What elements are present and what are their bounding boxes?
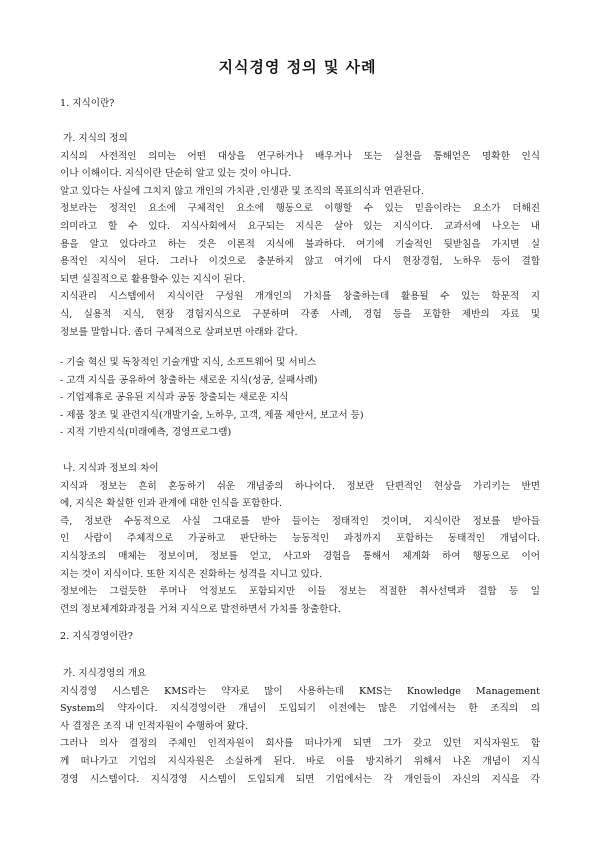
paragraph-line: 지식창조의 매체는 정보이며, 정보를 얻고, 사고와 경험을 통해서 체계화 하여 행동으로 이어 <box>60 550 540 562</box>
paragraph-line: 사 결정은 조직 내 인적자원이 수행하여 왔다. <box>60 720 249 732</box>
bullet-list <box>60 354 540 442</box>
list-item: - 제품 창조 및 관련지식(개발기술, 노하우, 고객, 제품 제안서, 보고서 등) <box>60 409 364 421</box>
paragraph-line: 지식의 사전적인 의미는 어떤 대상을 연구하거나 배우거나 또는 실천을 통해얻은 명확한 인식 <box>60 150 540 162</box>
paragraph-line: 정보를 말합니다. 좀더 구체적으로 살펴보면 아래와 같다. <box>60 326 298 338</box>
paragraph-line: 련의 정보체계화과정을 거쳐 지식으로 발전하면서 가치를 창출한다. <box>60 603 341 615</box>
paragraph-line: 알고 있다는 사실에 그치지 않고 개인의 가치관 ,인생관 및 조직의 목표의식과 연관된다. <box>60 185 425 197</box>
paragraph-line: 용적인 지식이 된다. 그러나 이것으로 충분하지 않고 여기에 다시 현장경험, 노하우 등이 결합 <box>60 256 540 268</box>
paragraph-line: 지식경영 시스템은 KMS라는 약자로 많이 사용하는데 KMS는 Knowledge Management <box>60 685 540 697</box>
list-item: - 지적 기반지식(미래예측, 경영프로그램) <box>60 427 232 439</box>
paragraph-line: 그러나 의사 결정의 주체인 인적자원이 회사를 떠나가게 되면 그가 갖고 있던 지식자원도 함 <box>60 738 540 750</box>
subsection-2a <box>60 665 540 788</box>
paragraph-line: 인 사람이 주체적으로 가공하고 판단하는 능동적인 과정까지 포함하는 동태적인 개념이다. <box>60 533 540 545</box>
section-heading-1 <box>60 95 540 113</box>
paragraph-line: 정보라는 정적인 요소에 구체적인 요소에 행동으로 이행할 수 있는 믿음이라는 요소가 더해진 <box>60 203 540 215</box>
paragraph-line: 에, 지식은 확실한 인과 관계에 대한 인식을 포함한다. <box>60 498 283 510</box>
subsection-heading: 가. 지식의 정의 <box>63 133 128 144</box>
list-item: - 기술 혁신 및 독창적인 기술개발 지식, 소프트웨어 및 서비스 <box>60 357 317 368</box>
paragraph-line: 되면 실질적으로 활용할수 있는 지식이 된다. <box>60 273 246 285</box>
paragraph-line: 경영 시스템이다. 지식경영 시스템이 도입되게 되면 기업에서는 각 개인들이 자신의 지식을 각 <box>60 773 540 785</box>
list-item: - 기업제휴로 공유된 지식과 공동 창출되는 새로운 지식 <box>60 392 289 404</box>
paragraph-line: 즉, 정보란 수동적으로 사실 그대로를 받아 들이는 정태적인 것이며, 지식이란 정보를 받아들 <box>60 515 540 527</box>
subsection-1a <box>60 130 540 341</box>
paragraph-line: 지식과 정보는 흔히 혼동하기 쉬운 개념중의 하나이다. 정보란 단편적인 현상을 가리키는 반면 <box>60 480 540 492</box>
paragraph-line: 용을 알고 있다라고 하는 것은 이론적 지식에 불과하다. 여기에 기술적인 뒷받침을 가지면 실 <box>60 238 540 250</box>
paragraph-line: 의미라고 할 수 있다. 지식사회에서 요구되는 지식은 살아 있는 지식이다. 교과서에 나오는 내 <box>60 220 540 232</box>
paragraph-line: System의 약자이다. 지식경영이란 개념이 도입되기 이전에는 많은 기업에서는 한 조직의 의 <box>60 703 540 715</box>
paragraph-line: 식, 실용적 지식, 현장 경험지식으로 구분하며 각종 사례, 경험 등을 포함한 제반의 자료 및 <box>60 308 540 320</box>
paragraph-line: 정보에는 그럴듯한 루머나 억정보도 포함되지만 이들 정보는 적절한 취사선택과 결합 등 일 <box>60 586 540 598</box>
section-heading-2 <box>60 628 540 646</box>
list-item: - 고객 지식을 공유하여 창출하는 새로운 지식(성공, 실패사례) <box>60 374 318 386</box>
subsection-1b <box>60 460 540 618</box>
paragraph-line: 지는 것이 지식이다. 또한 지식은 진화하는 성격을 지니고 있다. <box>60 568 323 580</box>
section-2-heading: 2. 지식경영이란? <box>60 631 133 642</box>
subsection-heading: 가. 지식경영의 개요 <box>63 668 147 679</box>
document-title: 지식경영 정의 및 사례 <box>218 58 377 76</box>
paragraph-line: 지식관리 시스템에서 지식이란 구성원 개개인의 가치를 창출하는데 활용될 수 있는 학문적 지 <box>60 291 540 303</box>
section-1-heading: 1. 지식이란? <box>60 98 115 109</box>
paragraph-line: 이나 이해이다. 지식이란 단순히 알고 있는 것이 아니다. <box>60 168 292 180</box>
paragraph-line: 께 떠나가고 기업의 지식자원은 소실하게 된다. 바로 이를 방지하기 위해서 나온 개념이 지식 <box>60 755 540 767</box>
subsection-heading: 나. 지식과 정보의 차이 <box>63 463 159 474</box>
